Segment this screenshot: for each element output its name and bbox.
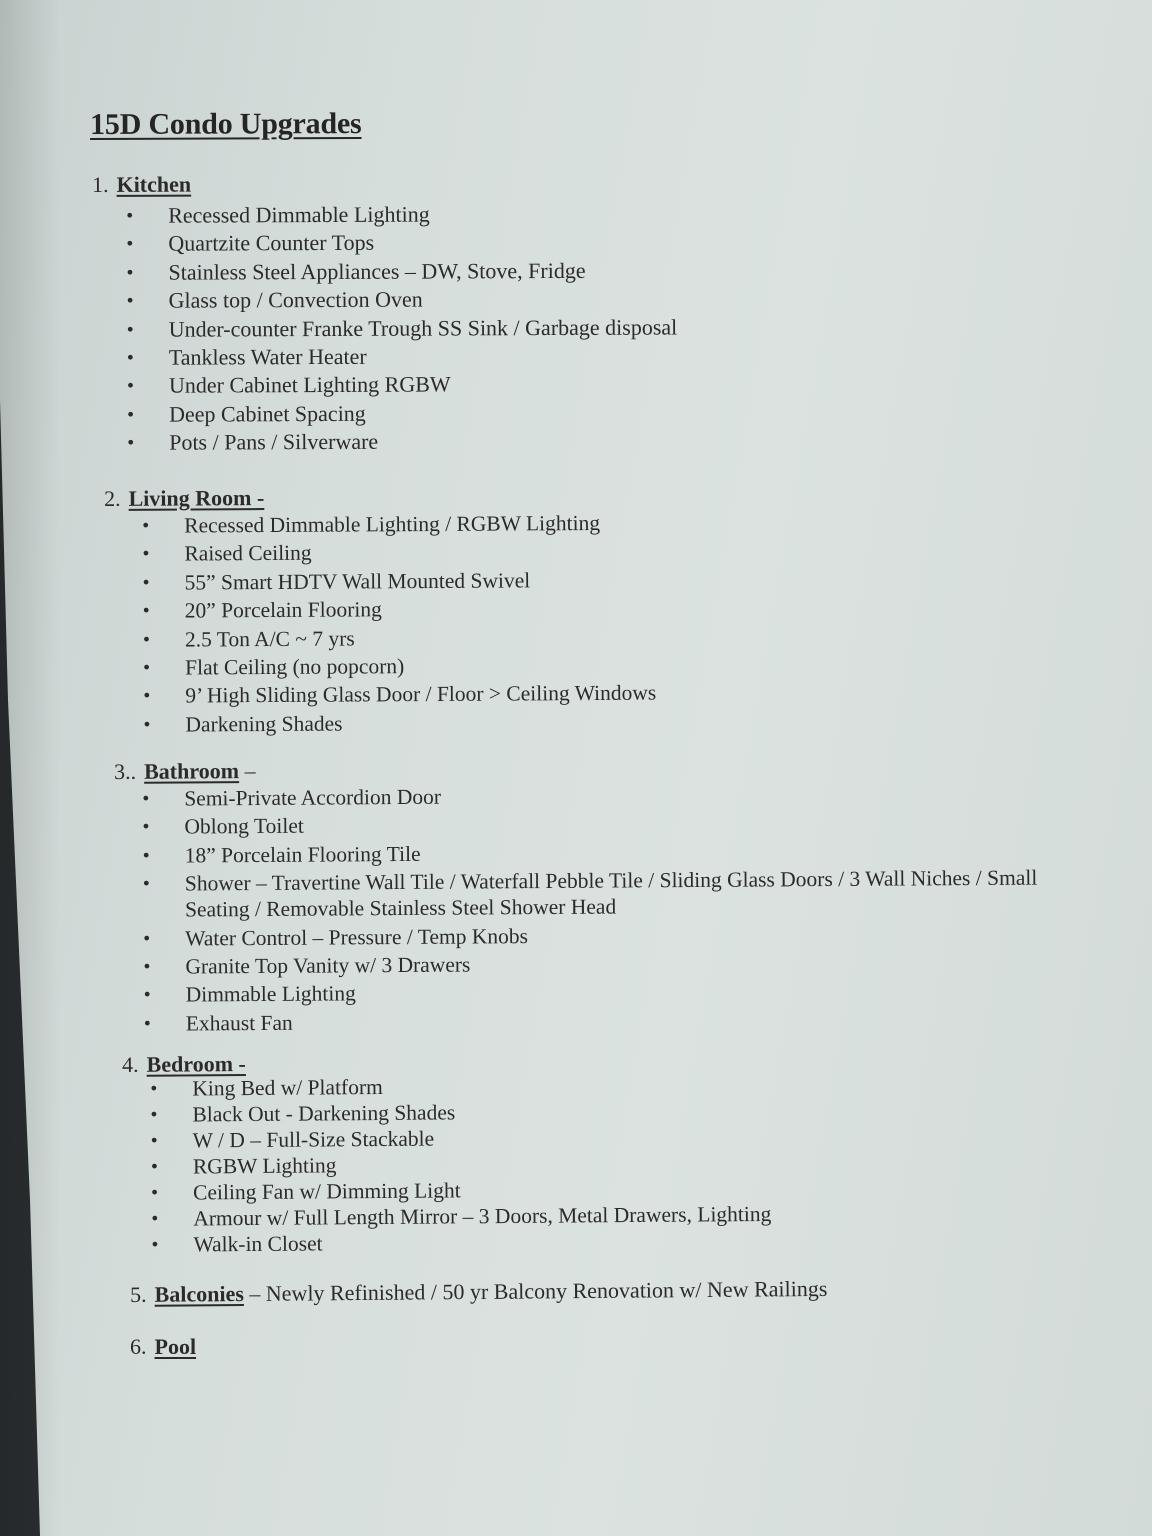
document-title: 15D Condo Upgrades (90, 107, 362, 141)
section-name: Bedroom - (146, 1051, 246, 1077)
bullet-icon: • (143, 955, 151, 978)
section-kitchen (92, 169, 678, 457)
section-balconies (130, 1276, 827, 1308)
bullet-icon: • (150, 1103, 158, 1126)
bullet-icon: • (150, 1129, 158, 1152)
bullet-icon: • (142, 844, 150, 867)
list-item: • Flat Ceiling (no popcorn) (139, 651, 656, 683)
section-name: Kitchen (116, 171, 192, 197)
list-item: • RGBW Lighting (150, 1153, 337, 1179)
list-item: • Raised Ceiling (138, 537, 655, 569)
section-number: 3.. (114, 758, 137, 784)
bullet-icon: • (142, 787, 150, 810)
bullet-icon: • (143, 927, 151, 950)
section-name: Living Room - (128, 485, 265, 511)
section-name: Bathroom (143, 758, 240, 784)
bullet-icon: • (143, 984, 151, 1007)
bathroom-list (138, 778, 1066, 1038)
list-item: • W / D – Full-Size Stackable (150, 1126, 435, 1153)
section-number: 1. (92, 171, 109, 197)
bullet-icon: • (142, 816, 150, 839)
section-number: 2. (104, 485, 121, 511)
bullet-icon: • (143, 685, 151, 708)
list-item: • Under-counter Franke Trough SS Sink / Garbage disposal (123, 313, 678, 344)
section-suffix: – Newly Refinished / 50 yr Balcony Renovation w/ New Railings (243, 1275, 828, 1307)
section-number: 6. (130, 1334, 147, 1359)
bullet-icon: • (126, 318, 134, 341)
section-suffix: – (238, 758, 256, 784)
bullet-icon: • (150, 1077, 158, 1100)
bullet-icon: • (126, 346, 134, 369)
bullet-icon: • (126, 375, 134, 398)
list-item: • Shower – Travertine Wall Tile / Waterfall Pebble Tile / Sliding Glass Doors / 3 Wall Niches / Small Seating / Removable Stainless Steel Shower Head (142, 865, 1038, 922)
list-item: • Black Out - Darkening Shades (150, 1100, 456, 1127)
section-bedroom (122, 1047, 772, 1258)
section-heading (104, 483, 655, 512)
bullet-icon: • (142, 514, 150, 537)
list-item: • Stainless Steel Appliances – DW, Stove, Fridge (122, 256, 677, 287)
list-item: • Walk-in Closet (151, 1231, 323, 1257)
kitchen-list (122, 199, 678, 457)
bullet-icon: • (127, 432, 135, 455)
section-heading (130, 1276, 827, 1308)
list-item: • Granite Top Vanity w/ 3 Drawers (139, 946, 1065, 981)
section-number: 4. (122, 1051, 139, 1077)
list-item: • Ceiling Fan w/ Dimming Light (151, 1178, 461, 1205)
bullet-icon: • (151, 1233, 159, 1256)
list-item: • Dimmable Lighting (140, 975, 1066, 1010)
section-heading (130, 1334, 196, 1360)
list-item: • Deep Cabinet Spacing (123, 398, 678, 429)
list-item: • 55” Smart HDTV Wall Mounted Swivel (139, 565, 656, 597)
list-item: • Oblong Toilet (138, 807, 1064, 842)
section-heading (92, 169, 677, 198)
bullet-icon: • (143, 656, 151, 679)
section-bathroom (114, 752, 1066, 1038)
bullet-icon: • (151, 1207, 159, 1230)
list-item: • Glass top / Convection Oven (123, 285, 678, 316)
bullet-icon: • (142, 543, 150, 566)
list-item: • Quartzite Counter Tops (122, 228, 677, 259)
list-item: • Water Control – Pressure / Temp Knobs (139, 918, 1065, 953)
list-item: • Under Cabinet Lighting RGBW (123, 370, 678, 401)
list-item: • 20” Porcelain Flooring (139, 594, 656, 626)
bullet-icon: • (142, 628, 151, 651)
bullet-icon: • (126, 290, 134, 313)
bullet-icon: • (126, 204, 134, 227)
list-item: • 18” Porcelain Flooring Tile (139, 835, 1065, 870)
bullet-icon: • (142, 599, 150, 622)
bullet-icon: • (126, 261, 134, 284)
section-name: Pool (154, 1334, 197, 1359)
list-item: • 2.5 Ton A/C ~ 7 yrs (139, 622, 656, 654)
list-item: • Darkening Shades (139, 707, 656, 739)
bullet-icon: • (142, 571, 150, 594)
list-item: • Armour w/ Full Length Mirror – 3 Doors, Metal Drawers, Lighting (151, 1201, 772, 1231)
list-item: • Tankless Water Heater (123, 341, 678, 372)
section-pool (130, 1334, 196, 1360)
section-name: Balconies (154, 1281, 244, 1307)
living-room-list (138, 509, 656, 739)
bullet-icon: • (142, 872, 150, 896)
list-item: • Recessed Dimmable Lighting / RGBW Lighting (138, 509, 655, 541)
section-living-room (104, 483, 656, 740)
bedroom-list (146, 1071, 771, 1258)
bullet-icon: • (143, 713, 151, 736)
list-item: • Recessed Dimmable Lighting (122, 199, 677, 230)
section-number: 5. (130, 1281, 147, 1307)
bullet-icon: • (127, 403, 135, 426)
list-item: • 9’ High Sliding Glass Door / Floor > Ceiling Windows (139, 679, 656, 711)
list-item: • Semi-Private Accordion Door (138, 778, 1064, 813)
list-item: • Pots / Pans / Silverware (123, 427, 678, 458)
bullet-icon: • (151, 1181, 159, 1204)
list-item: • Exhaust Fan (140, 1003, 1066, 1038)
bullet-icon: • (126, 233, 134, 256)
bullet-icon: • (150, 1155, 159, 1178)
bullet-icon: • (143, 1012, 151, 1035)
list-item: • King Bed w/ Platform (150, 1074, 383, 1101)
